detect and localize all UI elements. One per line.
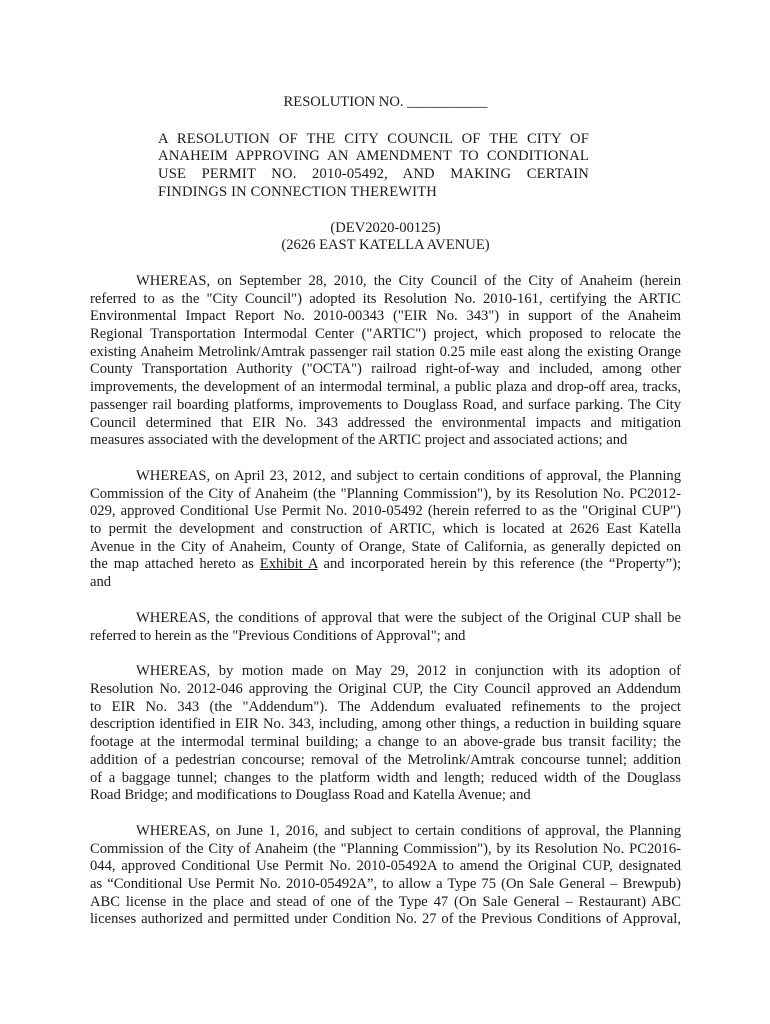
paragraph-line: of a baggage tunnel; changes to the platform width and length; reduced width of the Douglass xyxy=(90,769,681,786)
paragraph-line: ABC license in the place and stead of one of the Type 47 (On Sale General – Restaurant) ABC xyxy=(90,893,681,910)
whereas-paragraph-5 xyxy=(90,823,681,929)
paragraph-line: and xyxy=(90,574,112,591)
paragraph-line: as “Conditional Use Permit No. 2010-05492A”, to allow a Type 75 (On Sale General – Brewpub) xyxy=(90,876,681,893)
paragraph-line: improvements, the development of an intermodal terminal, a public plaza and drop-off area, tracks, xyxy=(90,379,681,396)
paragraph-line: WHEREAS, on September 28, 2010, the City Council of the City of Anaheim (herein xyxy=(136,272,681,289)
document-page xyxy=(90,94,681,929)
property-address: (2626 EAST KATELLA AVENUE) xyxy=(281,237,490,254)
paragraph-line: Commission of the City of Anaheim (the "Planning Commission"), by its Resolution No. PC2012- xyxy=(90,485,681,502)
heading-line: A RESOLUTION OF THE CITY COUNCIL OF THE CITY OF xyxy=(158,130,589,147)
paragraph-line: licenses authorized and permitted under Condition No. 27 of the Previous Conditions of Approval, xyxy=(90,911,681,928)
case-identifiers xyxy=(90,220,681,255)
paragraph-line: 029, approved Conditional Use Permit No. 2010-05492 (herein referred to as the "Original CUP") xyxy=(90,503,681,520)
whereas-paragraph-4 xyxy=(90,663,681,805)
heading-line: USE PERMIT NO. 2010-05492, AND MAKING CERTAIN xyxy=(158,166,589,183)
paragraph-line: Regional Transportation Intermodal Center ("ARTIC") project, which proposed to relocate the xyxy=(90,326,681,343)
paragraph-line: referred to as the "City Council") adopted its Resolution No. 2010-161, certifying the ARTIC xyxy=(90,290,681,307)
paragraph-line: 044, approved Conditional Use Permit No. 2010-05492A to amend the Original CUP, designated xyxy=(90,858,681,875)
paragraph-line: addition of a pedestrian concourse; removal of the Metrolink/Amtrak concourse tunnel; addition xyxy=(90,751,681,768)
whereas-paragraph-1 xyxy=(90,273,681,450)
paragraph-line: WHEREAS, on June 1, 2016, and subject to certain conditions of approval, the Planning xyxy=(136,822,681,839)
heading-line: FINDINGS IN CONNECTION THEREWITH xyxy=(158,183,437,200)
paragraph-line: existing Anaheim Metrolink/Amtrak passenger rail station 0.25 mile east along the existing Orange xyxy=(90,343,681,360)
paragraph-line: Council determined that EIR No. 343 addressed the environmental impacts and mitigation xyxy=(90,414,681,431)
paragraph-line: description identified in EIR No. 343, including, among other things, a reduction in building square xyxy=(90,716,681,733)
paragraph-line: Road Bridge; and modifications to Douglass Road and Katella Avenue; and xyxy=(90,787,531,804)
case-number: (DEV2020-00125) xyxy=(330,219,441,236)
paragraph-line-with-exhibit-link xyxy=(90,556,681,574)
heading-line: ANAHEIM APPROVING AN AMENDMENT TO CONDITIONAL xyxy=(158,148,589,165)
resolution-heading xyxy=(158,131,589,202)
line-text: and incorporated herein by this reference (the “Property”); xyxy=(317,556,681,573)
paragraph-line: passenger rail boarding platforms, improvements to Douglass Road, and surface parking. The City xyxy=(90,396,681,413)
paragraph-line: to permit the development and construction of ARTIC, which is located at 2626 East Katella xyxy=(90,521,681,538)
whereas-paragraph-3 xyxy=(90,610,681,645)
paragraph-line: Environmental Impact Report No. 2010-00343 ("EIR No. 343") in support of the Anaheim xyxy=(90,308,681,325)
paragraph-line: footage at the intermodal terminal building; a change to an above-grade bus transit facility; the xyxy=(90,734,681,751)
paragraph-line: Resolution No. 2012-046 approving the Original CUP, the City Council approved an Addendum xyxy=(90,680,681,697)
whereas-paragraph-2 xyxy=(90,468,681,592)
paragraph-line: County Transportation Authority ("OCTA") railroad right-of-way and included, among other xyxy=(90,361,681,378)
resolution-title: RESOLUTION NO. ___________ xyxy=(283,94,488,110)
paragraph-line: Avenue in the City of Anaheim, County of Orange, State of California, as generally depicted on xyxy=(90,538,681,555)
paragraph-line: referred to herein as the "Previous Conditions of Approval"; and xyxy=(90,627,466,644)
paragraph-line: WHEREAS, on April 23, 2012, and subject to certain conditions of approval, the Planning xyxy=(136,467,681,484)
paragraph-line: Commission of the City of Anaheim (the "Planning Commission"), by its Resolution No. PC2016- xyxy=(90,840,681,857)
exhibit-a-link[interactable]: Exhibit A xyxy=(259,556,318,573)
paragraph-line: to EIR No. 343 (the "Addendum"). The Addendum evaluated refinements to the project xyxy=(90,698,681,715)
paragraph-line: measures associated with the development of the ARTIC project and associated actions; and xyxy=(90,432,628,449)
paragraph-line: WHEREAS, the conditions of approval that were the subject of the Original CUP shall be xyxy=(136,609,681,626)
line-text: the map attached hereto as xyxy=(90,556,260,573)
paragraph-line: WHEREAS, by motion made on May 29, 2012 in conjunction with its adoption of xyxy=(136,663,681,680)
